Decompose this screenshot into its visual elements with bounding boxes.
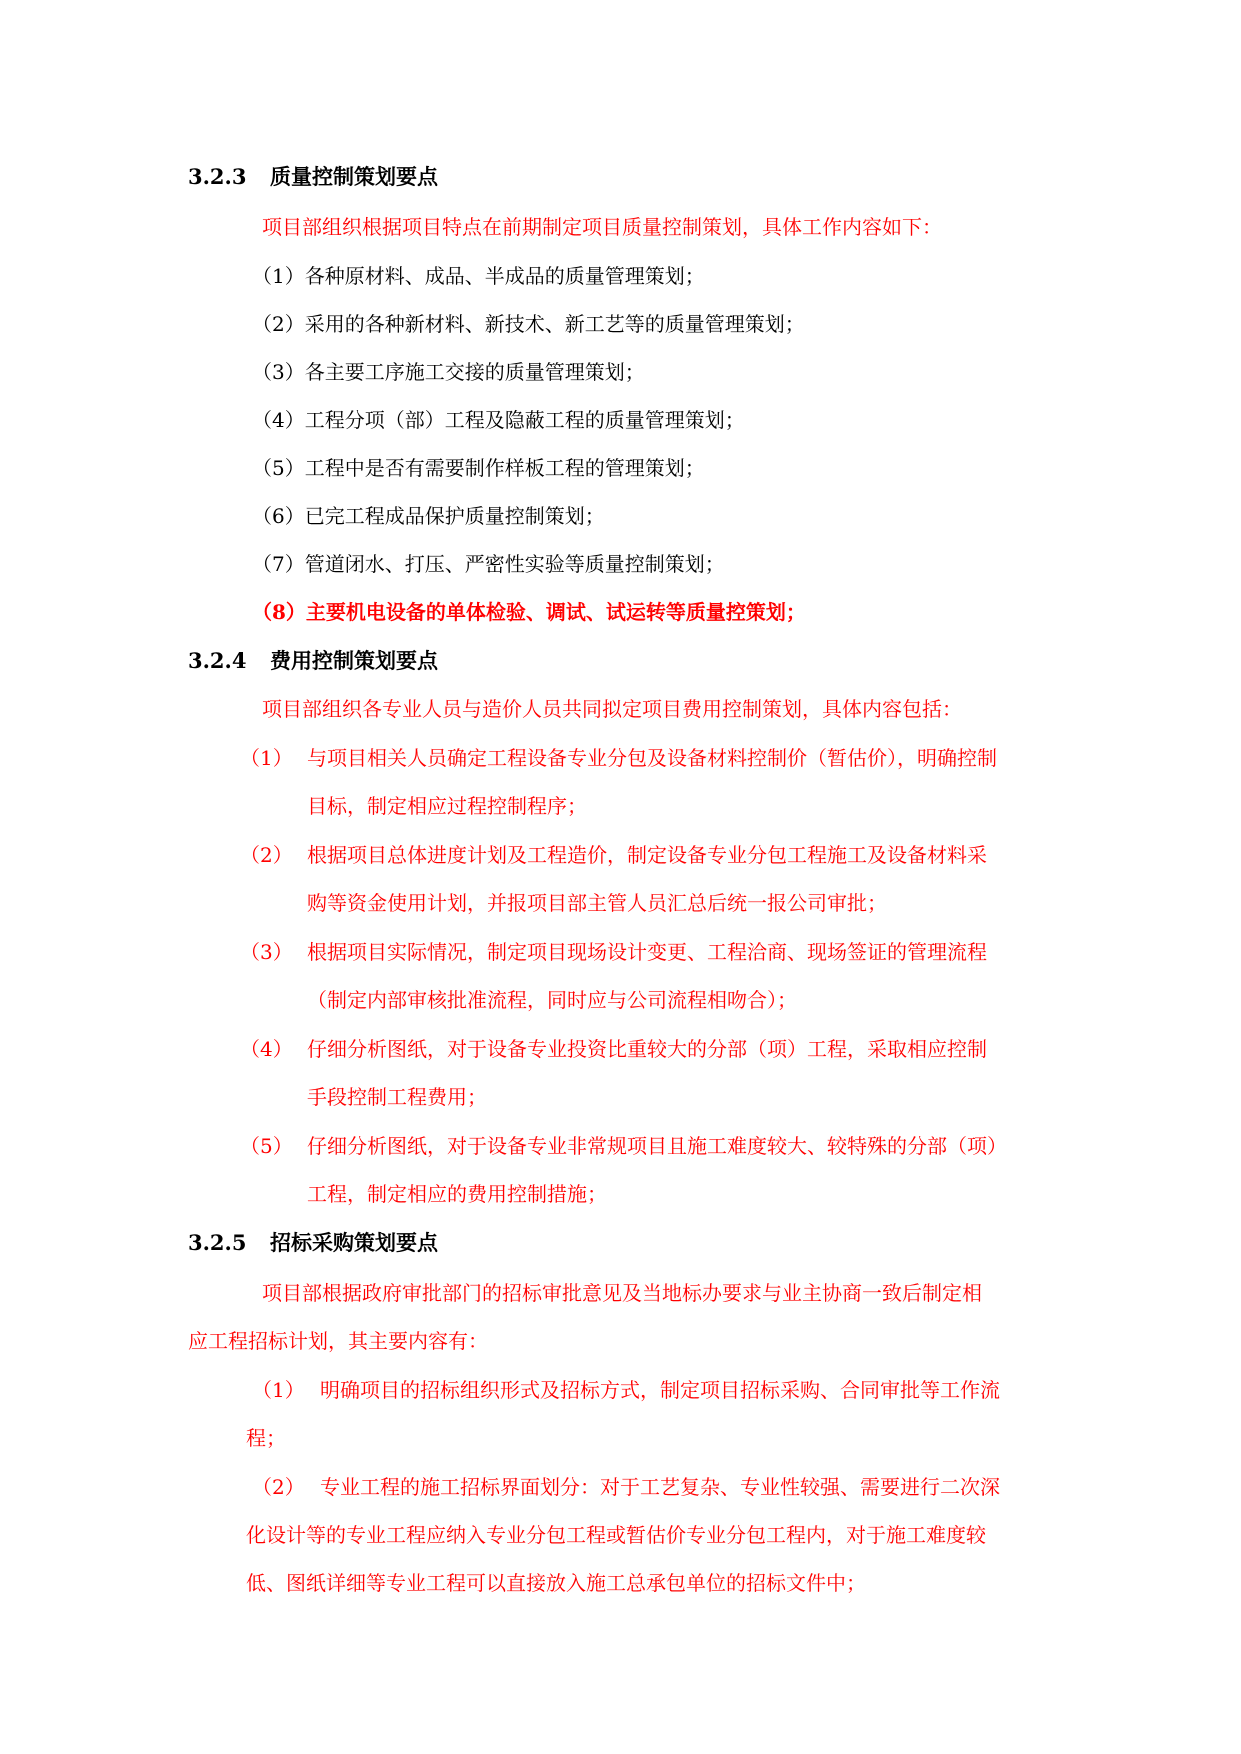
list-item: （3）各主要工序施工交接的质量管理策划； (252, 360, 645, 384)
list-item-text: （制定内部审核批准流程，同时应与公司流程相吻合）； (307, 988, 797, 1012)
list-item-text: 专业工程的施工招标界面划分：对于工艺复杂、专业性较强、需要进行二次深 (320, 1475, 1000, 1499)
list-item-text: 购等资金使用计划，并报项目部主管人员汇总后统一报公司审批； (307, 891, 887, 915)
list-item-text: 化设计等的专业工程应纳入专业分包工程或暂估价专业分包工程内，对于施工难度较 (246, 1523, 986, 1547)
list-item: （1）各种原材料、成品、半成品的质量管理策划； (252, 264, 705, 288)
list-item-text: 根据项目实际情况，制定项目现场设计变更、工程洽商、现场签证的管理流程 (307, 940, 987, 964)
section-title: 质量控制策划要点 (270, 164, 438, 189)
list-number: （4） (240, 1037, 293, 1061)
list-item: （5）工程中是否有需要制作样板工程的管理策划； (252, 456, 705, 480)
list-number: （2） (240, 843, 293, 867)
list-item-text: 仔细分析图纸，对于设备专业投资比重较大的分部（项）工程，采取相应控制 (307, 1037, 987, 1061)
section-number: 3.2.5 (188, 1230, 247, 1255)
list-item-text: 明确项目的招标组织形式及招标方式，制定项目招标采购、合同审批等工作流 (320, 1378, 1000, 1402)
list-item: （6）已完工程成品保护质量控制策划； (252, 504, 605, 528)
list-item-text: 目标，制定相应过程控制程序； (307, 794, 587, 818)
list-item-text: 手段控制工程费用； (307, 1085, 487, 1109)
section-number: 3.2.4 (188, 648, 247, 673)
section-heading-3-2-4 (188, 645, 438, 675)
list-number: （1） (240, 746, 293, 770)
list-item-text: 仔细分析图纸，对于设备专业非常规项目且施工难度较大、较特殊的分部（项） (307, 1134, 1007, 1158)
list-number: （2） (252, 1475, 305, 1499)
list-item-text: 程； (246, 1426, 286, 1450)
list-item: （2）采用的各种新材料、新技术、新工艺等的质量管理策划； (252, 312, 805, 336)
section-heading-3-2-3 (188, 161, 438, 191)
list-item: （7）管道闭水、打压、严密性实验等质量控制策划； (252, 552, 725, 576)
section-title: 费用控制策划要点 (270, 648, 438, 673)
list-item-highlight: （8）主要机电设备的单体检验、调试、试运转等质量控策划； (252, 600, 806, 624)
list-item: （4）工程分项（部）工程及隐蔽工程的质量管理策划； (252, 408, 745, 432)
section-intro: 应工程招标计划，其主要内容有： (188, 1329, 488, 1353)
list-item-text: 根据项目总体进度计划及工程造价，制定设备专业分包工程施工及设备材料采 (307, 843, 987, 867)
list-number: （3） (240, 940, 293, 964)
section-intro: 项目部组织根据项目特点在前期制定项目质量控制策划，具体工作内容如下： (262, 215, 942, 239)
section-intro: 项目部根据政府审批部门的招标审批意见及当地标办要求与业主协商一致后制定相 (262, 1281, 982, 1305)
list-item-text: 工程，制定相应的费用控制措施； (307, 1182, 607, 1206)
section-intro: 项目部组织各专业人员与造价人员共同拟定项目费用控制策划，具体内容包括： (262, 697, 962, 721)
list-item-text: 与项目相关人员确定工程设备专业分包及设备材料控制价（暂估价），明确控制 (307, 746, 997, 770)
section-number: 3.2.3 (188, 164, 247, 189)
section-title: 招标采购策划要点 (270, 1230, 438, 1255)
list-number: （5） (240, 1134, 293, 1158)
list-number: （1） (252, 1378, 305, 1402)
list-item-text: 低、图纸详细等专业工程可以直接放入施工总承包单位的招标文件中； (246, 1571, 866, 1595)
section-heading-3-2-5 (188, 1227, 438, 1257)
